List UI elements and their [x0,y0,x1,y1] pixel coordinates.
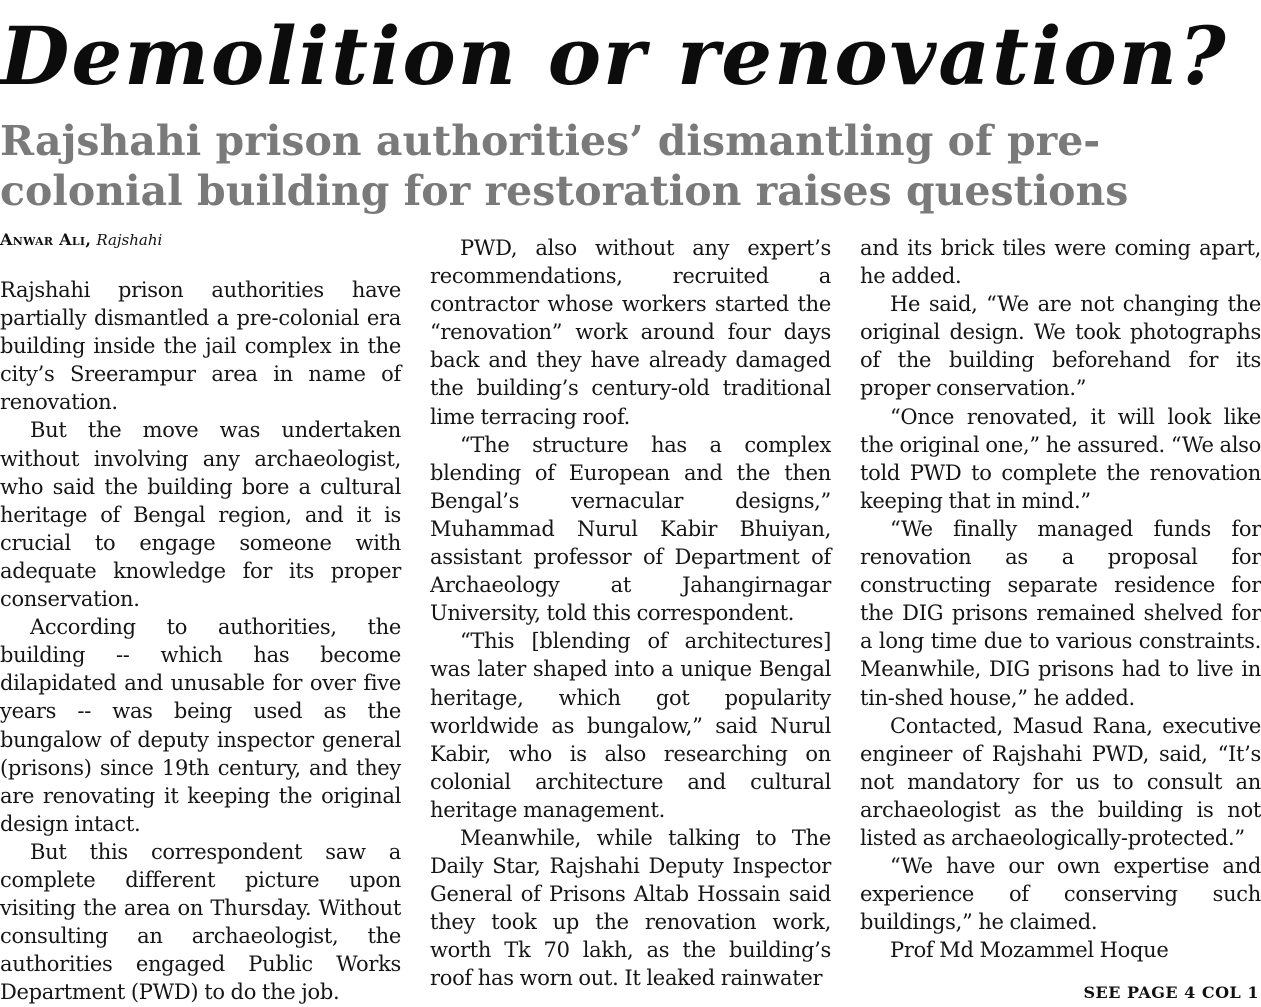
paragraph: Prof Md Mozammel Hoque [890,938,1169,963]
byline [0,229,162,251]
paragraph: But this correspondent saw a complete different picture upon visiting the area on Thursday. Without consulting an archaeologist, the authorities engaged Public Works Department (PWD) to do the job. [0,839,401,1005]
paragraph: Meanwhile, while talking to The Daily Star, Rajshahi Deputy Inspector General of Prisons Altab Hossain said they took up the renovation work, worth Tk 70 lakh, as the building’s roof has worn out. It leaked rainwater [430,825,831,991]
paragraph: Contacted, Masud Rana, executive engineer of Rajshahi PWD, said, “It’s not mandatory for us to consult an archaeologist as the building is not listed as archaeologically-protected.” [860,713,1261,850]
paragraph: “We have our own expertise and experience of conserving such buildings,” he claimed. [860,854,1261,935]
continuation-jump-line: SEE PAGE 4 COL 1 [1083,983,1259,1002]
byline-place: Rajshahi [96,231,163,249]
paragraph: “This [blending of architectures] was later shaped into a unique Bengal heritage, which got popularity worldwide as bungalow,” said Nurul Kabir, who is also researching on colonial architecture and cultural heritage management. [430,629,831,822]
paragraph: He said, “We are not changing the original design. We took photographs of the building beforehand for its proper conservation.” [860,292,1261,401]
paragraph: “We finally managed funds for renovation as a proposal for constructing separate residence for the DIG prisons remained shelved for a long time due to various constraints. Meanwhile, DIG prisons had to live in tin-shed house,” he added. [860,516,1261,710]
byline-author: Anwar Ali, [0,230,92,249]
paragraph: According to authorities, the building -- which has become dilapidated and unusable for over five years -- was being used as the bungalow of deputy inspector general (prisons) since 19th century, and they are renovating it keeping the original design intact. [0,615,401,836]
article-column-3 [860,234,1261,964]
deck-subheadline: Rajshahi prison authorities’ dismantling of pre-colonial building for restoration raises questions [0,117,1129,215]
paragraph: PWD, also without any expert’s recommendations, recruited a contractor whose workers started the “renovation” work around four days back and they have already damaged the building’s century-old traditional lime terracing roof. [430,236,831,429]
paragraph: “Once renovated, it will look like the original one,” he assured. “We also told PWD to complete the renovation keeping that in mind.” [860,404,1261,513]
article-column-1 [0,276,401,1006]
paragraph: “The structure has a complex blending of European and the then Bengal’s vernacular designs,” Muhammad Nurul Kabir Bhuiyan, assistant professor of Department of Archaeology at Jahangirnagar University, told this correspondent. [430,432,831,626]
paragraph: But the move was undertaken without involving any archaeologist, who said the building bore a cultural heritage of Bengal region, and it is crucial to engage someone with adequate knowledge for its proper conservation. [0,418,401,612]
article-column-2 [430,234,831,993]
paragraph: and its brick tiles were coming apart, he added. [860,236,1261,289]
paragraph: Rajshahi prison authorities have partially dismantled a pre-colonial era building inside the jail complex in the city’s Sreerampur area in name of renovation. [0,278,401,415]
headline: Demolition or renovation? [0,9,1228,103]
